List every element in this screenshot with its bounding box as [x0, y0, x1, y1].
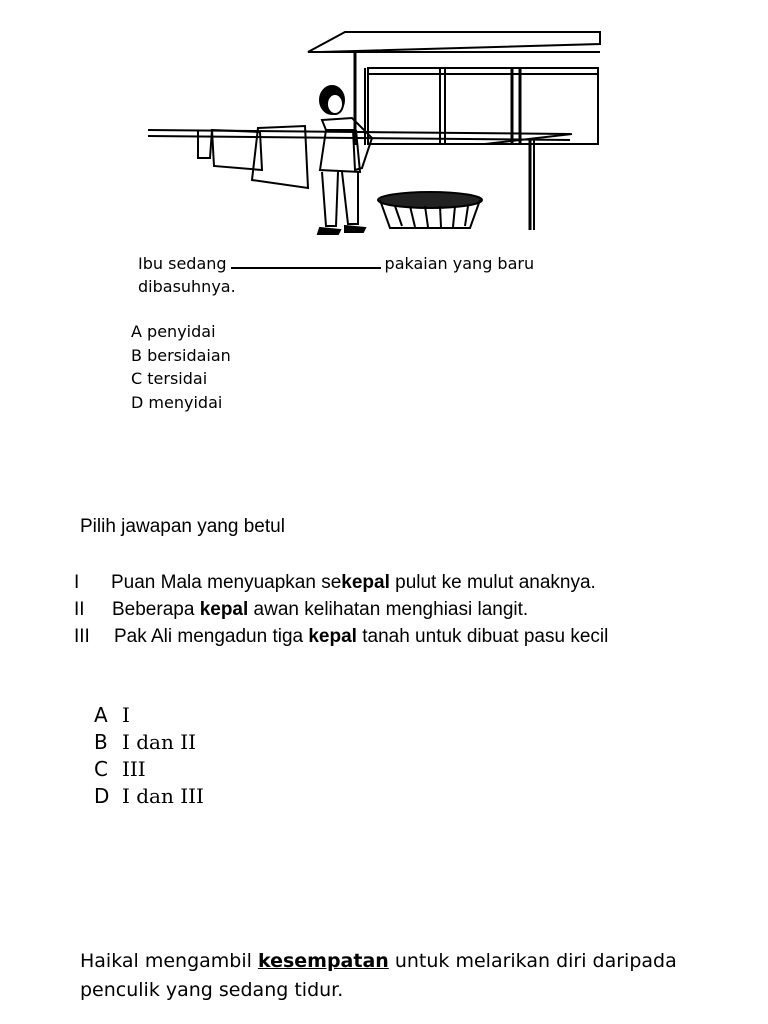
option-d[interactable]: [131, 391, 231, 415]
question-1-options: [131, 320, 231, 414]
option-b[interactable]: [94, 729, 204, 756]
question-1-text-before: Ibu sedang: [138, 254, 227, 273]
question-1-text-after: pakaian yang baru: [384, 254, 535, 273]
option-a[interactable]: [94, 702, 204, 729]
statement-number: II: [74, 599, 85, 620]
question-3-text-before: Haikal mengambil: [80, 950, 258, 972]
laundry-basket-drawing: [378, 192, 482, 228]
statement-number: III: [74, 626, 90, 647]
option-letter: A: [131, 322, 142, 341]
option-a[interactable]: [131, 320, 231, 344]
option-text: III: [122, 757, 146, 781]
question-2-instruction: Pilih jawapan yang betul: [80, 516, 285, 537]
option-letter: D: [131, 392, 144, 412]
option-c[interactable]: [131, 367, 231, 391]
question-1-stem: [138, 252, 578, 298]
question-3-stem: [80, 947, 720, 1005]
woman-drawing: [318, 86, 372, 234]
statement-text: Puan Mala menyuapkan sekepal pulut ke mulut anaknya.: [111, 572, 596, 593]
clothesline-drawing: [148, 126, 572, 230]
option-c[interactable]: [94, 756, 204, 783]
question-1-text-line2: dibasuhnya.: [138, 277, 236, 296]
option-b[interactable]: [131, 344, 231, 368]
option-text: I dan II: [122, 730, 197, 754]
option-letter: B: [131, 345, 142, 365]
option-d[interactable]: [94, 783, 204, 810]
option-text: menyidai: [148, 392, 223, 412]
clothesline-illustration: [140, 30, 610, 245]
option-letter: A: [94, 703, 108, 727]
option-text: penyidai: [147, 322, 216, 341]
statement-number: I: [74, 572, 80, 593]
house-drawing: [308, 32, 600, 145]
statement-text: Pak Ali mengadun tiga kepal tanah untuk dibuat pasu kecil: [114, 626, 609, 647]
question-3-text-after: untuk melarikan diri daripada penculik yang sedang tidur.: [80, 950, 677, 1001]
option-text: bersidaian: [147, 345, 231, 365]
question-2-options: [94, 702, 204, 810]
underlined-word: kesempatan: [257, 950, 389, 972]
option-letter: B: [94, 730, 108, 754]
option-text: I dan III: [122, 784, 204, 808]
statement-text: Beberapa kepal awan kelihatan menghiasi langit.: [112, 599, 529, 620]
option-letter: C: [131, 369, 143, 388]
option-text: I: [122, 703, 130, 727]
option-letter: C: [94, 757, 108, 781]
option-text: tersidai: [147, 369, 208, 388]
answer-blank: [231, 255, 381, 269]
option-letter: D: [94, 784, 110, 808]
